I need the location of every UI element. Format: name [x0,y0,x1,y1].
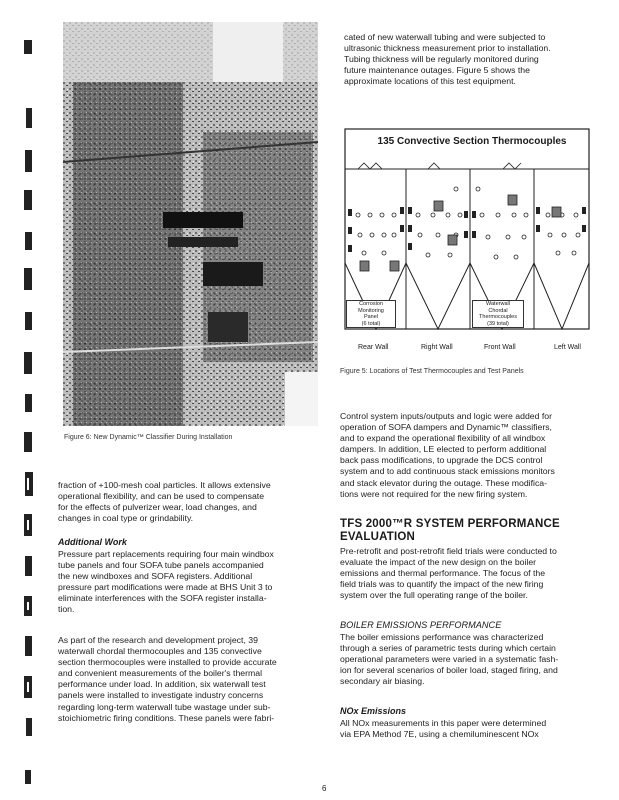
classifier-installation-photo [63,22,318,426]
right-paragraph-4 [340,718,605,740]
text-line: via EPA Method 7E, using a chemiluminescent NOx [340,729,539,740]
right-paragraph-2 [340,546,605,601]
text-line: operation of SOFA dampers and Dynamic™ classifiers, [340,422,552,433]
heading-line: TFS 2000™R SYSTEM PERFORMANCE [340,518,560,530]
text-line: performance under load. In addition, six waterwall test [58,679,266,690]
figure5-caption: Figure 5: Locations of Test Thermocouples and Test Panels [340,368,524,375]
text-line: cated of new waterwall tubing and were subjected to [344,32,546,42]
text-line: the new windboxes and SOFA registers. Additional [58,571,253,582]
text-line: tions were not required for the new firing system. [340,488,528,499]
label-line: Thermocouples [479,314,517,321]
right-top-text [344,32,594,87]
text-line: through a series of parametric tests during which certain [340,643,556,654]
right-wall-label: Right Wall [421,344,453,351]
text-line: changes in coal type or grindability. [58,513,194,524]
left-wall-label: Left Wall [554,344,581,351]
text-line: dampers. In addition, LE elected to perform additional [340,444,547,455]
page-number: 6 [322,784,327,793]
right-paragraph-1 [340,411,605,500]
text-line: system over the full operating range of the boiler. [340,590,528,601]
text-line: operational flexibility, and can be used to compensate [58,491,265,502]
text-line: and stack elevator during the outage. These modifica- [340,477,548,488]
label-line: Monitoring [358,307,384,314]
text-line: As part of the research and development project, 39 [58,635,258,645]
text-line: tion. [58,604,75,615]
text-line: Pressure part replacements requiring four main windbox [58,549,274,559]
text-line: field trials was to quantify the impact of the new firing [340,579,544,590]
text-line: pressure part modifications were made at BHS Unit 3 to [58,582,273,593]
nox-emissions-heading: NOx Emissions [340,706,407,716]
label-line: Chordal [488,307,508,314]
text-line: The boiler emissions performance was characterized [340,632,544,642]
left-paragraph-1 [58,480,323,524]
performance-evaluation-heading [340,518,605,543]
text-line: for the effects of pulverizer wear, load changes, and [58,502,257,513]
diagram-title: 135 Convective Section Thermocouples [377,136,567,147]
text-line: panels were installed to investigate industry concerns [58,690,264,701]
label-line: (6 total) [361,320,381,327]
label-line: Waterwall [486,301,510,307]
chordal-thermocouples-label [472,300,524,328]
right-paragraph-3 [340,632,605,687]
text-line: evaluate the impact of the new design on the boiler [340,557,537,568]
text-line: Pre-retrofit and post-retrofit field trials were conducted to [340,546,557,556]
front-wall-label: Front Wall [484,344,516,351]
text-line: ultrasonic thickness measurement prior to installation. [344,43,551,54]
corrosion-panel-label [346,300,396,328]
additional-work-heading: Additional Work [58,537,127,547]
text-line: tube panels and four SOFA tube panels accompanied [58,560,264,571]
text-line: Control system inputs/outputs and logic were added for [340,411,552,421]
text-line: eliminate interferences with the SOFA register installa- [58,593,267,604]
text-line: section thermocouples were installed to provide accurate [58,657,277,668]
label-line: Panel [363,314,379,321]
heading-line: EVALUATION [340,530,416,543]
text-line: fraction of +100-mesh coal particles. It allows extensive [58,480,271,490]
left-paragraph-2 [58,549,323,616]
text-line: regarding long-term waterwall tube wastage under sub- [58,701,271,712]
text-line: approximate locations of this test equipment. [344,76,516,87]
text-line: back pass modifications, to upgrade the DCS control [340,455,543,466]
binding-marks-graphic [0,0,40,800]
left-paragraph-3 [58,635,323,724]
text-line: ion for several scenarios of boiler load, staged firing, and [340,665,558,676]
label-line: Corrosion [359,301,383,307]
text-line: Tubing thickness will be regularly monitored during [344,54,539,65]
boiler-emissions-heading: BOILER EMISSIONS PERFORMANCE [340,620,502,630]
text-line: and to expand the operational flexibility of all windbox [340,433,546,444]
label-line: (39 total) [487,320,509,327]
text-line: secondary air biasing. [340,676,425,687]
text-line: operational parameters were varied in a systematic fash- [340,654,559,665]
text-line: All NOx measurements in this paper were determined [340,718,547,728]
text-line: future maintenance outages. Figure 5 shows the [344,65,530,76]
figure6-caption: Figure 6: New Dynamic™ Classifier During Installation [64,434,233,441]
binding-margin [0,0,40,800]
text-line: stoichiometric firing conditions. These panels were fabri- [58,712,275,723]
text-line: and convenient measurements of the boiler's thermal [58,668,262,679]
text-line: emissions and thermal performance. The focus of the [340,568,546,579]
rear-wall-label: Rear Wall [358,344,389,351]
text-line: system and to add continuous stack emissions monitors [340,466,555,477]
photo-graphic [63,22,318,426]
text-line: waterwall chordal thermocouples and 135 convective [58,646,262,657]
